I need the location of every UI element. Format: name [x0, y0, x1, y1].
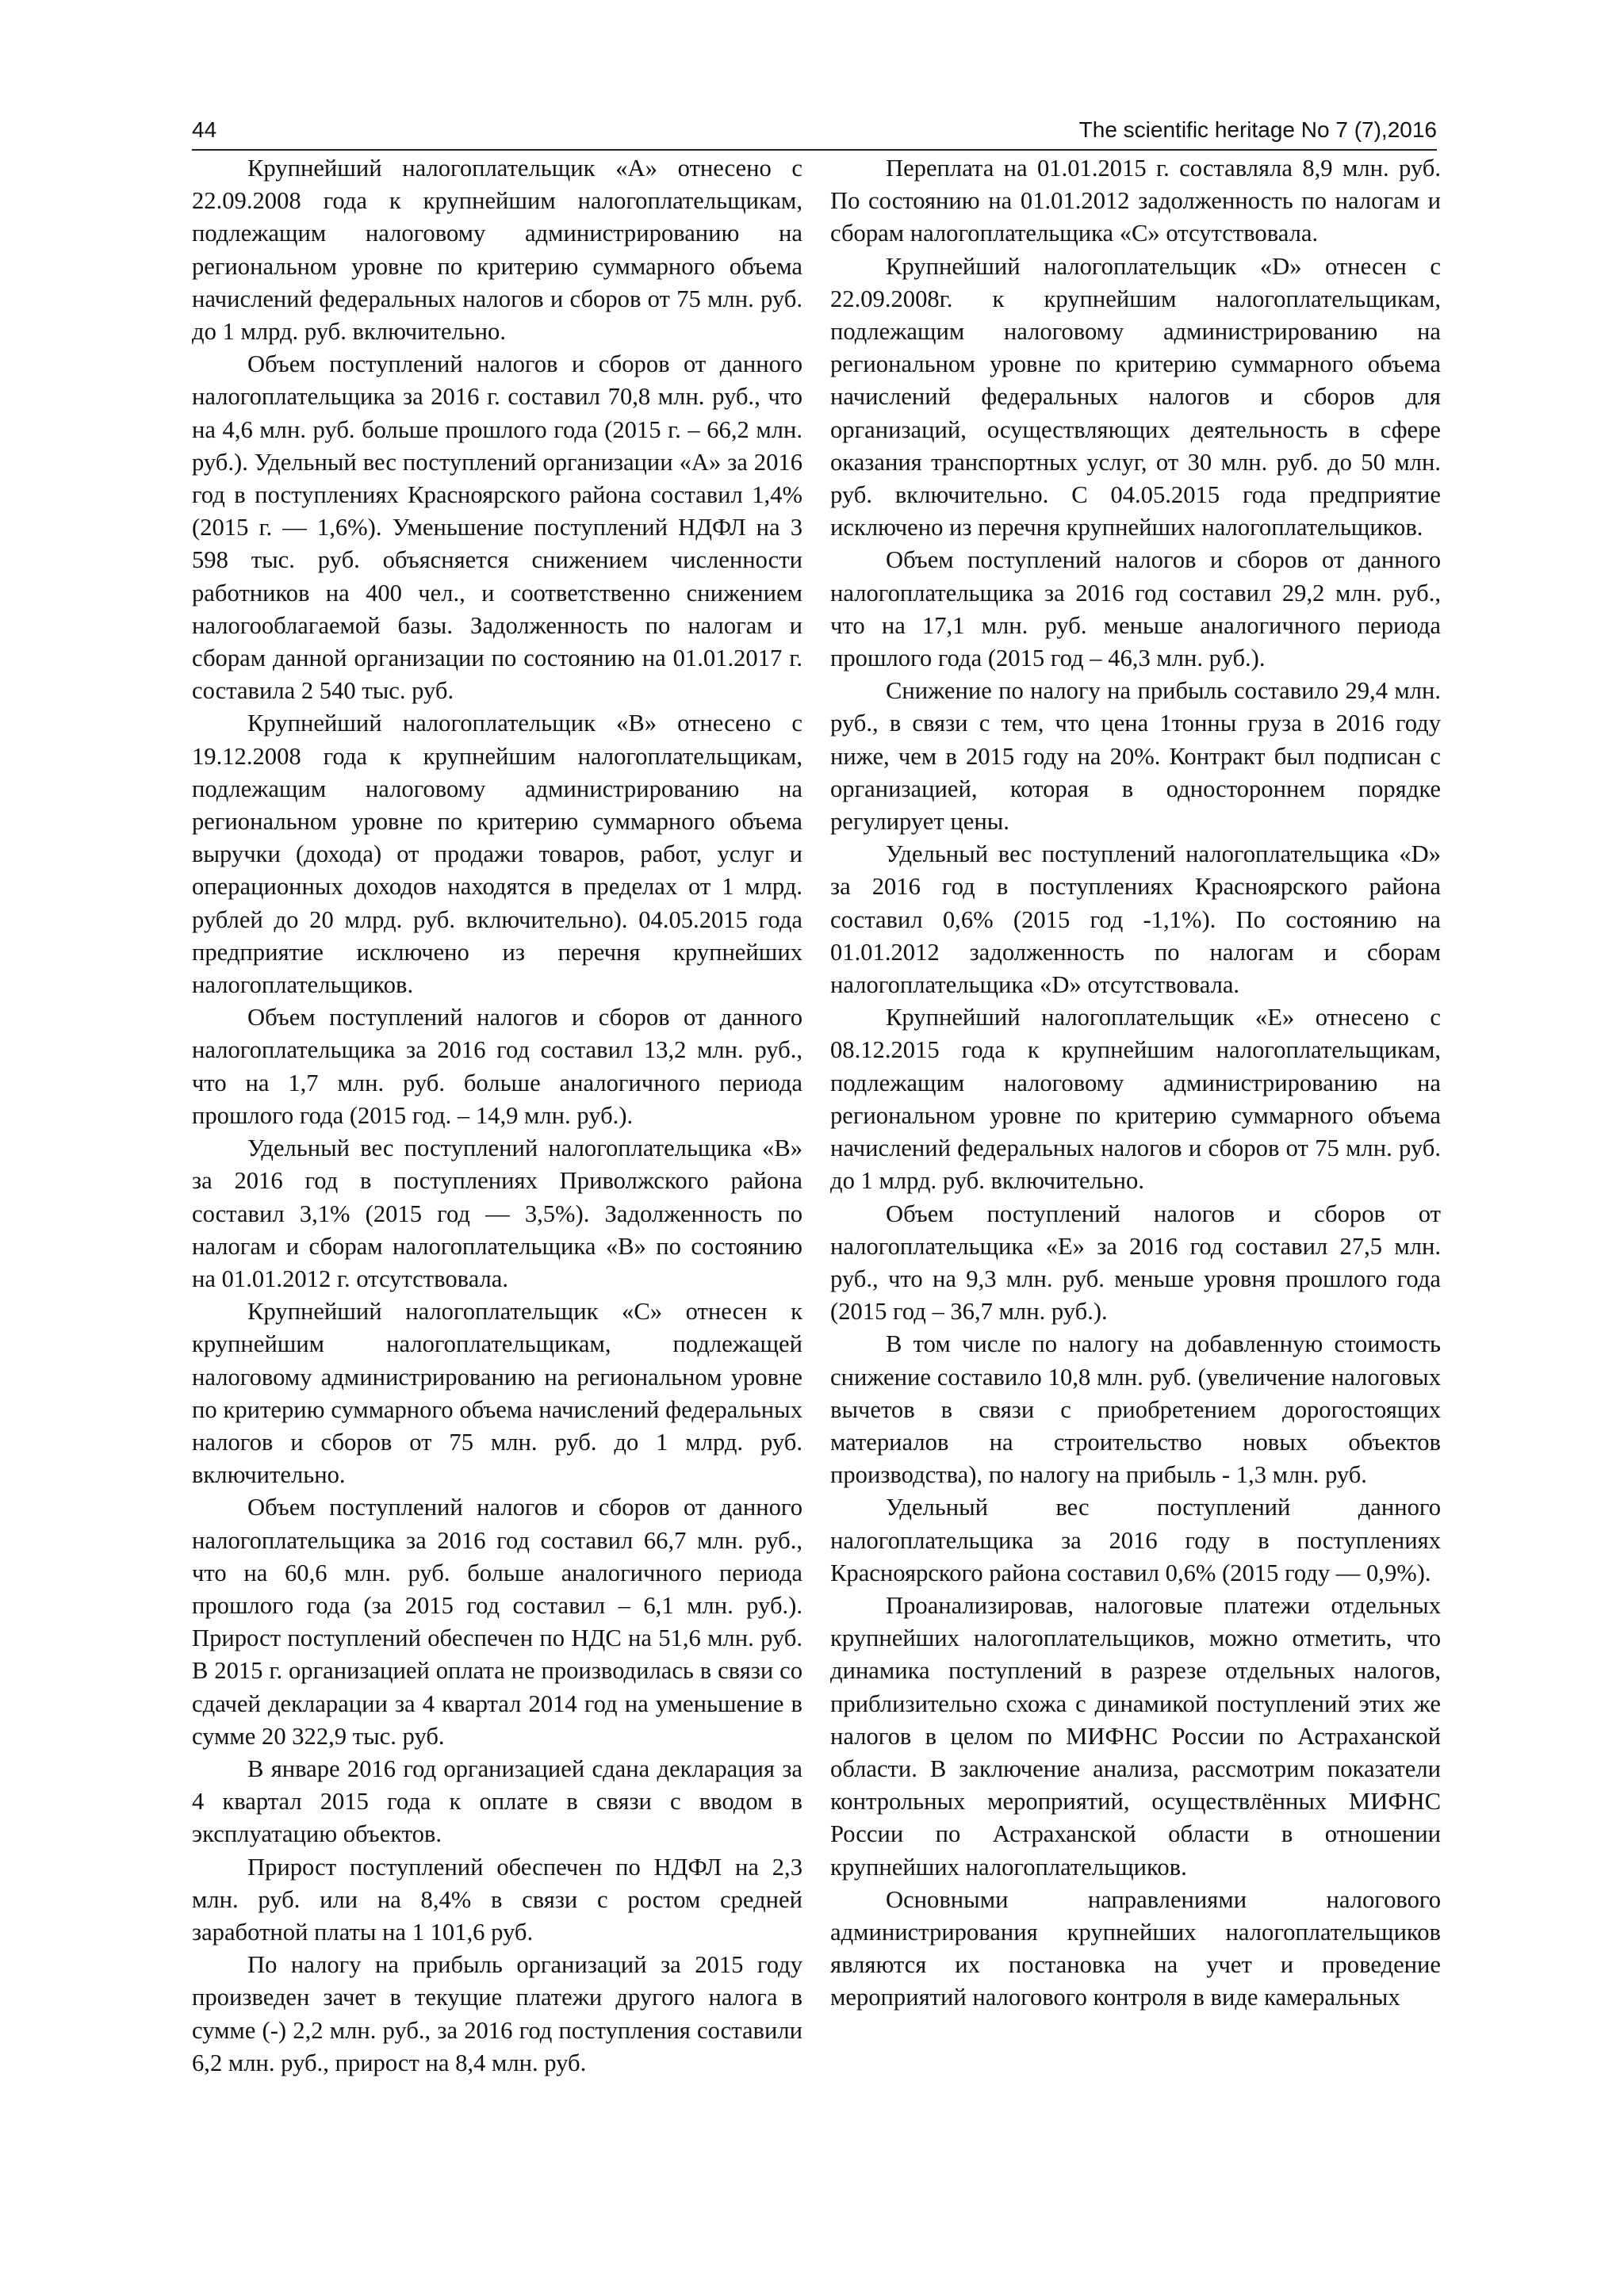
paragraph-taxpayer-d-revenue: Объем поступлений налогов и сборов от данного налогоплательщика за 2016 год составил 29,2 млн. руб., что на 17,1 млн. руб. меньше аналогичного периода прошлого года (2015 год – 46,3 млн. руб.).: [830, 546, 1441, 672]
paragraph-taxpayer-b-intro: Крупнейший налогоплательщик «В» отнесено с 19.12.2008 года к крупнейшим налогоплательщикам, подлежащим налоговому администрированию на региональном уровне по критерию суммарного объема выручки (дохода) от продажи товаров, работ, услуг и операционных доходов находятся в пределах от 1 млрд. рублей до 20 млрд. руб. включительно). 04.05.2015 года предприятие исключено из перечня крупнейших налогоплательщиков.: [192, 710, 802, 999]
paragraph-taxpayer-e-vat: В том числе по налогу на добавленную стоимость снижение составило 10,8 млн. руб. (увеличение налоговых вычетов в связи с приобретением дорогостоящих материалов на строительство новых объектов производства), по налогу на прибыль - 1,3 млн. руб.: [830, 1330, 1441, 1489]
paragraph-taxpayer-c-declaration: В январе 2016 год организацией сдана декларация за 4 квартал 2015 года к оплате в связи с вводом в эксплуатацию объектов.: [192, 1755, 802, 1848]
running-header: [192, 113, 1437, 151]
paragraph-taxpayer-c-ndfl: Прирост поступлений обеспечен по НДФЛ на 2,3 млн. руб. или на 8,4% в связи с ростом средней заработной платы на 1 101,6 руб.: [192, 1853, 802, 1946]
paragraph-taxpayer-d-profit-tax: Снижение по налогу на прибыль составило 29,4 млн. руб., в связи с тем, что цена 1тонны груза в 2016 году ниже, чем в 2015 году на 20%. Контракт был подписан с организацией, которая в одностороннем порядке регулирует цены.: [830, 677, 1441, 836]
right-column: [830, 152, 1441, 2015]
paragraph-taxpayer-e-intro: Крупнейший налогоплательщик «Е» отнесено с 08.12.2015 года к крупнейшим налогоплательщикам, подлежащим налоговому администрированию на региональном уровне по критерию суммарного объема начислений федеральных налогов и сборов от 75 млн. руб. до 1 млрд. руб. включительно.: [830, 1004, 1441, 1195]
left-column: [192, 152, 802, 2080]
paragraph-taxpayer-b-share: Удельный вес поступлений налогоплательщика «В» за 2016 год в поступлениях Приволжского района составил 3,1% (2015 год — 3,5%). Задолженность по налогам и сборам налогоплательщика «В» по состоянию на 01.01.2012 г. отсутствовала.: [192, 1135, 802, 1292]
paragraph-taxpayer-c-intro: Крупнейший налогоплательщик «С» отнесен к крупнейшим налогоплательщикам, подлежащей налоговому администрированию на региональном уровне по критерию суммарного объема начислений федеральных налогов и сборов от 75 млн. руб. до 1 млрд. руб. включительно.: [192, 1298, 802, 1489]
paragraph-taxpayer-c-overpayment: Переплата на 01.01.2015 г. составляла 8,9 млн. руб. По состоянию на 01.01.2012 задолженность по налогам и сборам налогоплательщика «С» отсутствовала.: [830, 155, 1441, 247]
paragraph-taxpayer-b-revenue: Объем поступлений налогов и сборов от данного налогоплательщика за 2016 год составил 13,2 млн. руб., что на 1,7 млн. руб. больше аналогичного периода прошлого года (2015 год. – 14,9 млн. руб.).: [192, 1004, 802, 1129]
paragraph-taxpayer-c-profit-tax: По налогу на прибыль организаций за 2015 году произведен зачет в текущие платежи другого налога в сумме (-) 2,2 млн. руб., за 2016 год поступления составили 6,2 млн. руб., прирост на 8,4 млн. руб.: [192, 1951, 802, 2076]
paragraph-taxpayer-d-intro: Крупнейший налогоплательщик «D» отнесен с 22.09.2008г. к крупнейшим налогоплательщикам, подлежащим налоговому администрированию на региональном уровне по критерию суммарного объема начислений федеральных налогов и сборов для организаций, осуществляющих деятельность в сфере оказания транспортных услуг, от 30 млн. руб. до 50 млн. руб. включительно. С 04.05.2015 года предприятие исключено из перечня крупнейших налогоплательщиков.: [830, 252, 1441, 541]
paragraph-taxpayer-a-intro: Крупнейший налогоплательщик «А» отнесено с 22.09.2008 года к крупнейшим налогоплательщикам, подлежащим налоговому администрированию на региональном уровне по критерию суммарного объема начислений федеральных налогов и сборов от 75 млн. руб. до 1 млрд. руб. включительно.: [192, 155, 802, 346]
paragraph-administration-directions: Основными направлениями налогового администрирования крупнейших налогоплательщиков являются их постановка на учет и проведение мероприятий налогового контроля в виде камеральных: [830, 1885, 1441, 2011]
journal-title: The scientific heritage No 7 (7),2016: [1078, 117, 1437, 142]
paragraph-analysis-conclusion: Проанализировав, налоговые платежи отдельных крупнейших налогоплательщиков, можно отметить, что динамика поступлений в разрезе отдельных налогов, приблизительно схожа с динамикой поступлений этих же налогов в целом по МИФНС России по Астраханской области. В заключение анализа, рассмотрим показатели контрольных мероприятий, осуществлённых МИФНС России по Астраханской области в отношении крупнейших налогоплательщиков.: [830, 1591, 1441, 1881]
paragraph-taxpayer-e-revenue: Объем поступлений налогов и сборов от налогоплательщика «Е» за 2016 год составил 27,5 млн. руб., что на 9,3 млн. руб. меньше уровня прошлого года (2015 год – 36,7 млн. руб.).: [830, 1200, 1441, 1326]
paragraph-taxpayer-e-share: Удельный вес поступлений данного налогоплательщика за 2016 году в поступлениях Красноярского района составил 0,6% (2015 году — 0,9%).: [830, 1494, 1441, 1586]
paragraph-taxpayer-d-share: Удельный вес поступлений налогоплательщика «D» за 2016 год в поступлениях Красноярского района составил 0,6% (2015 год -1,1%). По состоянию на 01.01.2012 задолженность по налогам и сборам налогоплательщика «D» отсутствовала.: [830, 840, 1441, 999]
page-number: 44: [192, 117, 217, 142]
paragraph-taxpayer-a-revenue: Объем поступлений налогов и сборов от данного налогоплательщика за 2016 г. составил 70,8 млн. руб., что на 4,6 млн. руб. больше прошлого года (2015 г. – 66,2 млн. руб.). Удельный вес поступлений организации «А» за 2016 год в поступлениях Красноярского района составил 1,4% (2015 г. — 1,6%). Уменьшение поступлений НДФЛ на 3 598 тыс. руб. объясняется снижением численности работников на 400 чел., и соответственно снижением налогооблагаемой базы. Задолженность по налогам и сборам данной организации по состоянию на 01.01.2017 г. составила 2 540 тыс. руб.: [192, 350, 802, 705]
paragraph-taxpayer-c-revenue: Объем поступлений налогов и сборов от данного налогоплательщика за 2016 год составил 66,7 млн. руб., что на 60,6 млн. руб. больше аналогичного периода прошлого года (за 2015 год составил – 6,1 млн. руб.). Прирост поступлений обеспечен по НДС на 51,6 млн. руб. В 2015 г. организацией оплата не производилась в связи со сдачей декларации за 4 квартал 2014 год на уменьшение в сумме 20 322,9 тыс. руб.: [192, 1494, 802, 1750]
